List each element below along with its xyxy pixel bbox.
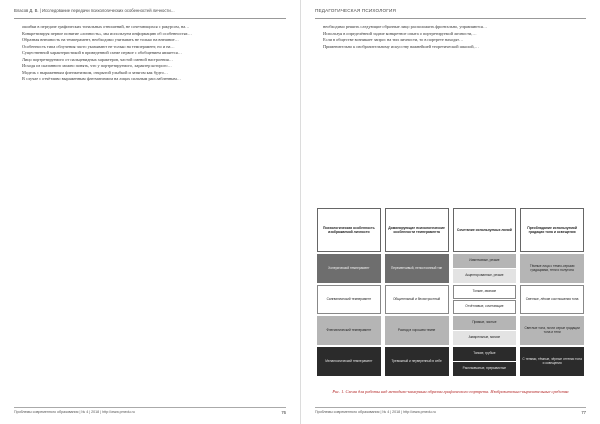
traits-box: Общительный и бесхитростный [385, 285, 449, 314]
figure-caption: Рис. 1. Схема для работы над методико-камерным образом графического портрета. Изобразительно-выразительные средства [332, 389, 569, 394]
lines-box: Расплывчатые, прерывистые [453, 362, 517, 376]
page-number: 76 [281, 410, 286, 415]
footer-journal-info: Проблемы современного образования | № 4 | 2018 | http://www.pmedu.ru [14, 410, 135, 414]
paragraph: Образная внешность на темперамент, необходимо учитывать не только на внешние… [22, 37, 179, 43]
right-page-body [315, 24, 586, 204]
lines-box: Тонкие, грубые [453, 347, 517, 361]
page-number: 77 [581, 410, 586, 415]
figure-col-header: Доминирующие психологические особенности темперамента [385, 208, 449, 252]
figure-row-choleric [315, 254, 586, 283]
paragraph: Применительно к изобразительному искусству важнейшей теоретической школой,… [323, 43, 479, 49]
temperament-box: Флегматический темперамент [317, 316, 381, 345]
lines-box: Отчётливые, сочетающие [453, 300, 517, 314]
running-header-left: Власов Д. В. | Исследование передачи психологических особенностей личности… [14, 8, 286, 19]
paragraph: Лицо портретируемого от пальцевидных характеров, частой сменой настроения… [22, 56, 173, 62]
figure-col-header: Преобладание используемой градации тона и освещения [520, 208, 584, 252]
figure-header-row [315, 208, 586, 252]
figure-row-phlegmatic [315, 316, 586, 345]
traits-box: Переменчивый, непостоянный тип [385, 254, 449, 283]
paragraph: ошибки в передаче графических тональных отношений, не сочетающихся с ракурсом, на… [22, 24, 190, 29]
figure-col-header: Сочетание используемых линий [453, 208, 517, 252]
lines-box: Прямые, чистые [453, 316, 517, 330]
figure-col-header: Психологическая особенность изображаемой личности [317, 208, 381, 252]
paragraph: Особенность типа облучения часто указывают не только на темперамент, но и на… [22, 43, 175, 49]
traits-box: Распад в хорошем темпе [385, 316, 449, 345]
paragraph: Существенной характеристикой в приведенной схеме первое с обобщением является… [22, 50, 183, 56]
tone-box: Светлые тона, почти серые градации тона и тени [520, 316, 584, 345]
temperament-box: Меланхолический темперамент [317, 347, 381, 376]
paragraph: Модель с выраженным флегматизмом, открытой улыбкой и затягом как будто… [22, 69, 169, 75]
footer-left [14, 407, 286, 418]
footer-journal-info: Проблемы современного образования | № 4 | 2018 | http://www.pmedu.ru [315, 410, 436, 414]
running-header-right: ПЕДАГОГИЧЕСКАЯ ПСИХОЛОГИЯ [315, 8, 586, 19]
figure-row-melancholic [315, 347, 586, 376]
tone-box: Светлые, лёгкие соотношения тона [520, 285, 584, 314]
footer-right [315, 407, 586, 418]
traits-box: Тревожный и неуверенный в себе [385, 347, 449, 376]
tone-box: С тенями, тёмные, чёрные оттенки тона и освещения [520, 347, 584, 376]
left-page-body [14, 24, 286, 402]
paragraph: Конкретизируя первое понятие «личность», мы используем информацию об особенностях… [22, 30, 193, 36]
lines-box: Изменчивые, резкие [453, 254, 517, 268]
paragraph: необходимо решить следующие образные лицо расположить фронтально, управляются… [323, 24, 488, 29]
paragraph: Исходя из сказанного можно понять, что у портретируемого, характер которого… [22, 63, 172, 69]
lines-box: Тонкие, звонкие [453, 285, 517, 299]
temperament-box: Сангвинический темперамент [317, 285, 381, 314]
paragraph: Используя в определённой задаче конкретное опыта о портретируемой личности,… [323, 30, 477, 36]
lines-box: Акцентированные, резкие [453, 269, 517, 283]
paragraph: Если в обществе возникает запрос на тип личности, то в портрете находят… [323, 37, 464, 43]
temperament-box: Холерический темперамент [317, 254, 381, 283]
tone-box: Тёмные лица с темно-серыми градациями, тени и полутона [520, 254, 584, 283]
right-page [300, 0, 600, 424]
temperament-scheme-figure [315, 208, 586, 388]
figure-row-sanguine [315, 285, 586, 314]
lines-box: Акварельные, мягкие [453, 331, 517, 345]
paragraph: В случае с отчётливо выраженным флегматизмом на лицах сильным расслабленным… [22, 76, 182, 82]
